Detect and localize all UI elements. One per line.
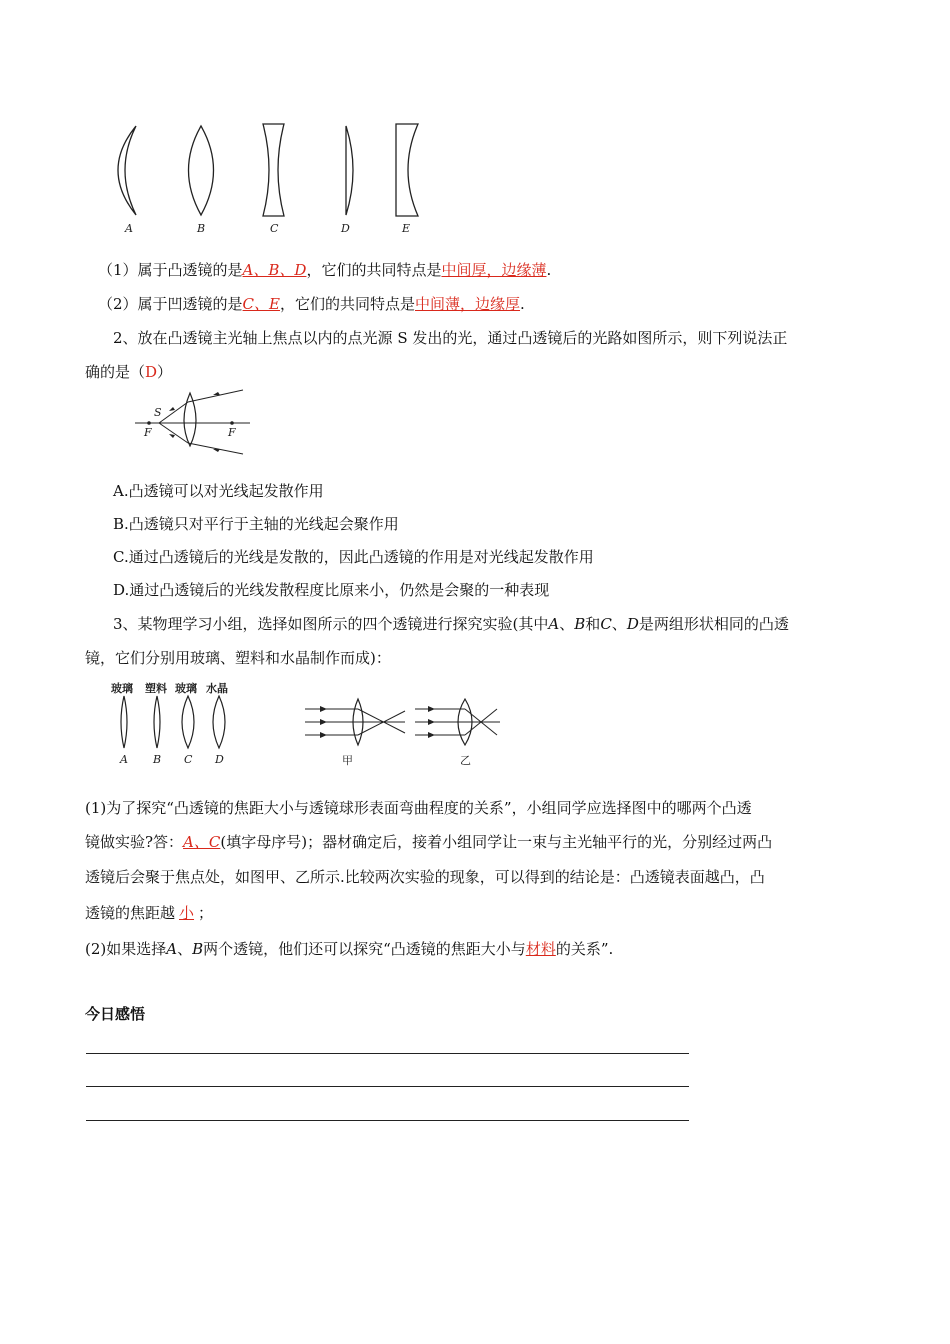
q3-stem-line2: 镜，它们分别用玻璃、塑料和水晶制作而成)： [85,649,391,667]
lens-label-c: C [270,222,279,235]
q3-sub1-line1: (1)为了探究“凸透镜的焦距大小与透镜球形表面弯曲程度的关系”，小组同学应选择图中的哪两个凸透 [85,799,752,817]
lens-label-e: E [402,222,411,235]
q2-stem-line1: 2、放在凸透镜主光轴上焦点以内的点光源 S 发出的光，通过凸透镜后的光路如图所示，则下列说法正 [113,329,788,347]
q1-feature-concave: 中间薄，边缘厚 [415,295,521,313]
experiment-jia-figure [305,697,410,747]
reflection-line-3 [86,1120,689,1121]
q3-sub1-line3: 透镜后会聚于焦点处，如图甲、乙所示.比较两次实验的现象，可以得到的结论是：凸透镜表面越凸，凸 [85,868,765,886]
q3-lens-label-b: B [153,753,162,766]
q3-sub1-line2: 镜做实验?答：A、C(填字母序号)；器材确定后，接着小组同学让一束与主光轴平行的光，分别经过两凸 [85,833,773,851]
reflection-line-2 [86,1086,689,1087]
label-jia: 甲 [342,754,353,767]
material-label-d: 水晶 [206,682,228,695]
fig2-label-f-right: F [228,426,236,439]
fig2-label-f-left: F [144,426,152,439]
point-source-lens-figure [135,388,255,448]
lens-c [263,124,284,216]
fig2-label-s: S [154,406,162,419]
lens-e [396,124,418,216]
lens-label-d: D [341,222,350,235]
q3-answer-lenses: A、C [183,833,221,851]
material-label-c: 玻璃 [175,682,197,695]
lens-shapes-figure [100,118,430,223]
q3-answer-focal: 小 [179,904,195,922]
reflection-heading: 今日感悟 [85,1005,146,1023]
lens-b [189,126,214,215]
q3-sub1-line4: 透镜的焦距越 小 ； [85,904,214,922]
q2-stem-line2: 确的是（D） [85,363,173,381]
four-lenses-figure [110,694,240,750]
lens-label-a: A [125,222,133,235]
lens-a [118,126,136,215]
experiment-yi-figure [415,697,505,747]
lens-label-b: B [197,222,206,235]
q2-option-b: B.凸透镜只对平行于主轴的光线起会聚作用 [113,515,399,533]
lens-d [346,126,353,215]
q1-feature-convex: 中间厚，边缘薄 [441,261,547,279]
q1-part1: （1）属于凸透镜的是A、B、D，它们的共同特点是中间厚，边缘薄. [98,261,552,279]
q3-lens-label-d: D [215,753,224,766]
label-yi: 乙 [460,754,471,767]
q2-option-d: D.通过凸透镜后的光线发散程度比原来小，仍然是会聚的一种表现 [113,581,550,599]
reflection-line-1 [86,1053,689,1054]
material-label-a: 玻璃 [111,682,133,695]
q1-answer-convex: A、B、D [242,261,307,279]
q1-part2: （2）属于凹透镜的是C、E，它们的共同特点是中间薄，边缘厚. [98,295,525,313]
q3-sub2: (2)如果选择A、B两个透镜，他们还可以探究“凸透镜的焦距大小与材料的关系”. [85,940,614,958]
q3-answer-material: 材料 [525,940,556,958]
material-label-b: 塑料 [145,682,167,695]
q3-stem-line1: 3、某物理学习小组，选择如图所示的四个透镜进行探究实验(其中A、B和C、D是两组形状相同的凸透 [113,615,789,633]
q1-answer-concave: C、E [242,295,280,313]
q3-lens-label-c: C [184,753,193,766]
q2-option-c: C.通过凸透镜后的光线是发散的，因此凸透镜的作用是对光线起发散作用 [113,548,594,566]
q2-option-a: A.凸透镜可以对光线起发散作用 [113,482,324,500]
q3-lens-label-a: A [120,753,128,766]
q2-answer: D [145,363,158,381]
